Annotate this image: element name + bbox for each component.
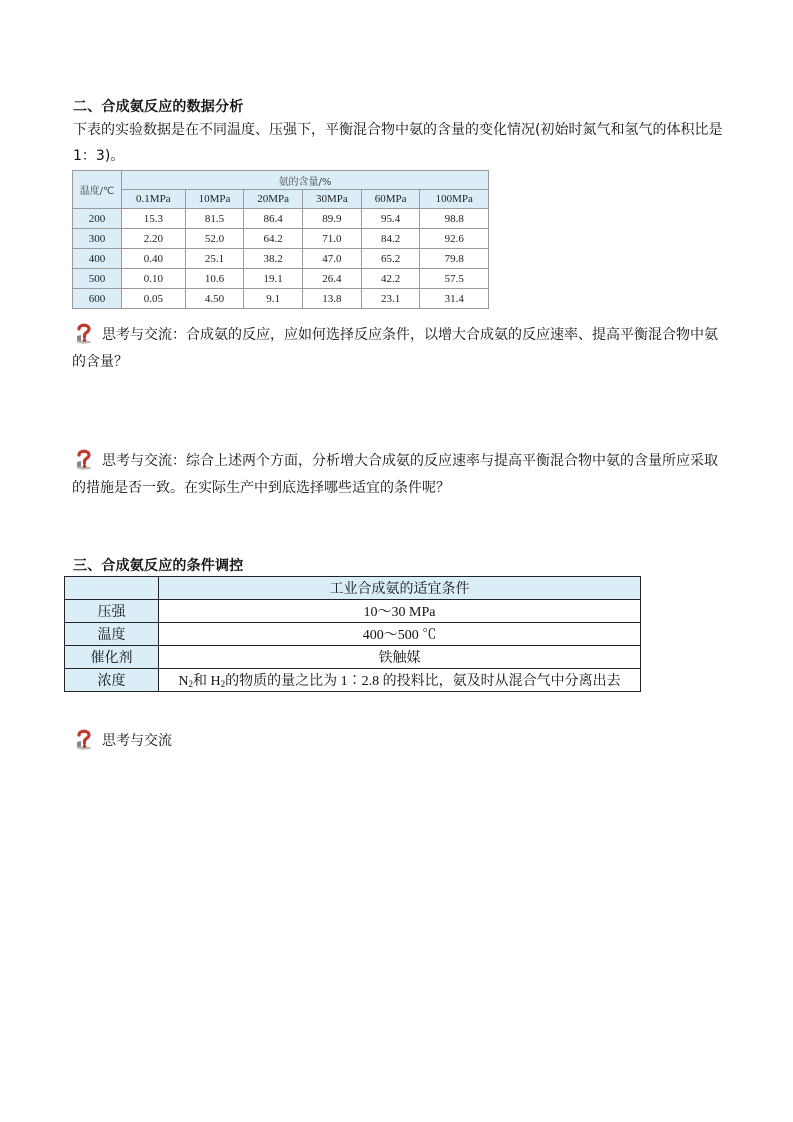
- condition-value-concentration: $N_2$和 $H_2$的物质的量之比为 1∶2.8 的投料比，氨及时从混合气中分离出去: [159, 669, 641, 692]
- table-row: [73, 289, 489, 309]
- ammonia-content-cell: 19.1: [244, 269, 303, 289]
- ammonia-content-cell: 0.05: [122, 289, 186, 309]
- ammonia-content-cell: 95.4: [361, 209, 420, 229]
- conditions-body: [65, 600, 641, 669]
- pressure-header-cell: 30MPa: [303, 190, 362, 209]
- temperature-cell: 300: [73, 229, 122, 249]
- pressure-header-cell: 0.1MPa: [122, 190, 186, 209]
- section2-intro-line2: 1：3)。: [73, 148, 125, 164]
- section2-intro: [73, 117, 733, 169]
- think2-line1: 思考与交流：综合上述两个方面，分析增大合成氨的反应速率与提高平衡混合物中氨的含量所应采取: [102, 453, 718, 469]
- condition-key: 压强: [65, 600, 159, 623]
- section3-heading: 三、合成氨反应的条件调控: [73, 558, 244, 574]
- ammonia-content-cell: 92.6: [420, 229, 489, 249]
- conditions-corner-cell: [65, 577, 159, 600]
- conditions-table: [64, 576, 641, 692]
- ammonia-content-cell: 57.5: [420, 269, 489, 289]
- ammonia-content-cell: 42.2: [361, 269, 420, 289]
- think-question-icon: [74, 448, 94, 470]
- ammonia-content-cell: 0.40: [122, 249, 186, 269]
- temperature-cell: 200: [73, 209, 122, 229]
- ammonia-content-cell: 98.8: [420, 209, 489, 229]
- table-row: [65, 623, 641, 646]
- ammonia-content-cell: 84.2: [361, 229, 420, 249]
- think3-line1: 思考与交流: [102, 733, 172, 749]
- ammonia-content-cell: 13.8: [303, 289, 362, 309]
- ammonia-content-cell: 64.2: [244, 229, 303, 249]
- table-row: [73, 209, 489, 229]
- ammonia-content-cell: 26.4: [303, 269, 362, 289]
- ammonia-content-cell: 4.50: [185, 289, 244, 309]
- condition-key: 催化剂: [65, 646, 159, 669]
- ammonia-content-cell: 31.4: [420, 289, 489, 309]
- temp-header: 温度/℃: [73, 171, 122, 209]
- ammonia-content-cell: 81.5: [185, 209, 244, 229]
- think-question-icon: [74, 728, 94, 750]
- table-row: [73, 229, 489, 249]
- think-block-2: [74, 448, 754, 502]
- think1-line1: 思考与交流：合成氨的反应，应如何选择反应条件，以增大合成氨的反应速率、提高平衡混合物中氨: [102, 327, 718, 343]
- table-row: [65, 646, 641, 669]
- ammonia-content-cell: 25.1: [185, 249, 244, 269]
- section2-intro-line1: 下表的实验数据是在不同温度、压强下，平衡混合物中氨的含量的变化情况(初始时氮气和氢气的体积比是: [73, 122, 723, 138]
- think-question-icon: [74, 322, 94, 344]
- condition-value: 400～500 ℃: [159, 623, 641, 646]
- ammonia-content-cell: 15.3: [122, 209, 186, 229]
- ammonia-content-cell: 10.6: [185, 269, 244, 289]
- ammonia-table-body: [73, 209, 489, 309]
- think-block-1: [74, 322, 754, 376]
- think2-line2: 的措施是否一致。在实际生产中到底选择哪些适宜的条件呢？: [72, 480, 450, 496]
- condition-value: 10～30 MPa: [159, 600, 641, 623]
- section2-heading: 二、合成氨反应的数据分析: [73, 99, 244, 115]
- pressure-header-cell: 60MPa: [361, 190, 420, 209]
- temperature-cell: 500: [73, 269, 122, 289]
- table-row: [73, 249, 489, 269]
- temperature-cell: 600: [73, 289, 122, 309]
- ammonia-content-cell: 89.9: [303, 209, 362, 229]
- ammonia-content-cell: 9.1: [244, 289, 303, 309]
- ammonia-content-cell: 38.2: [244, 249, 303, 269]
- ammonia-content-cell: 2.20: [122, 229, 186, 249]
- ammonia-content-cell: 86.4: [244, 209, 303, 229]
- table-row: [73, 269, 489, 289]
- condition-value: 铁触媒: [159, 646, 641, 669]
- ammonia-content-cell: 71.0: [303, 229, 362, 249]
- table-row: [65, 600, 641, 623]
- ammonia-content-cell: 65.2: [361, 249, 420, 269]
- pressure-header-row: [73, 190, 489, 209]
- temperature-cell: 400: [73, 249, 122, 269]
- ammonia-content-table: [72, 170, 489, 309]
- ammonia-content-cell: 47.0: [303, 249, 362, 269]
- think-block-3: [74, 728, 754, 755]
- ammonia-content-cell: 52.0: [185, 229, 244, 249]
- ammonia-content-cell: 23.1: [361, 289, 420, 309]
- condition-key: 温度: [65, 623, 159, 646]
- conditions-title: 工业合成氨的适宜条件: [159, 577, 641, 600]
- content-header: 氨的含量/%: [122, 171, 489, 190]
- pressure-header-cell: 20MPa: [244, 190, 303, 209]
- pressure-header-cell: 100MPa: [420, 190, 489, 209]
- condition-key: 浓度: [65, 669, 159, 692]
- ammonia-content-cell: 0.10: [122, 269, 186, 289]
- pressure-header-cell: 10MPa: [185, 190, 244, 209]
- think1-line2: 的含量？: [72, 354, 128, 370]
- ammonia-content-cell: 79.8: [420, 249, 489, 269]
